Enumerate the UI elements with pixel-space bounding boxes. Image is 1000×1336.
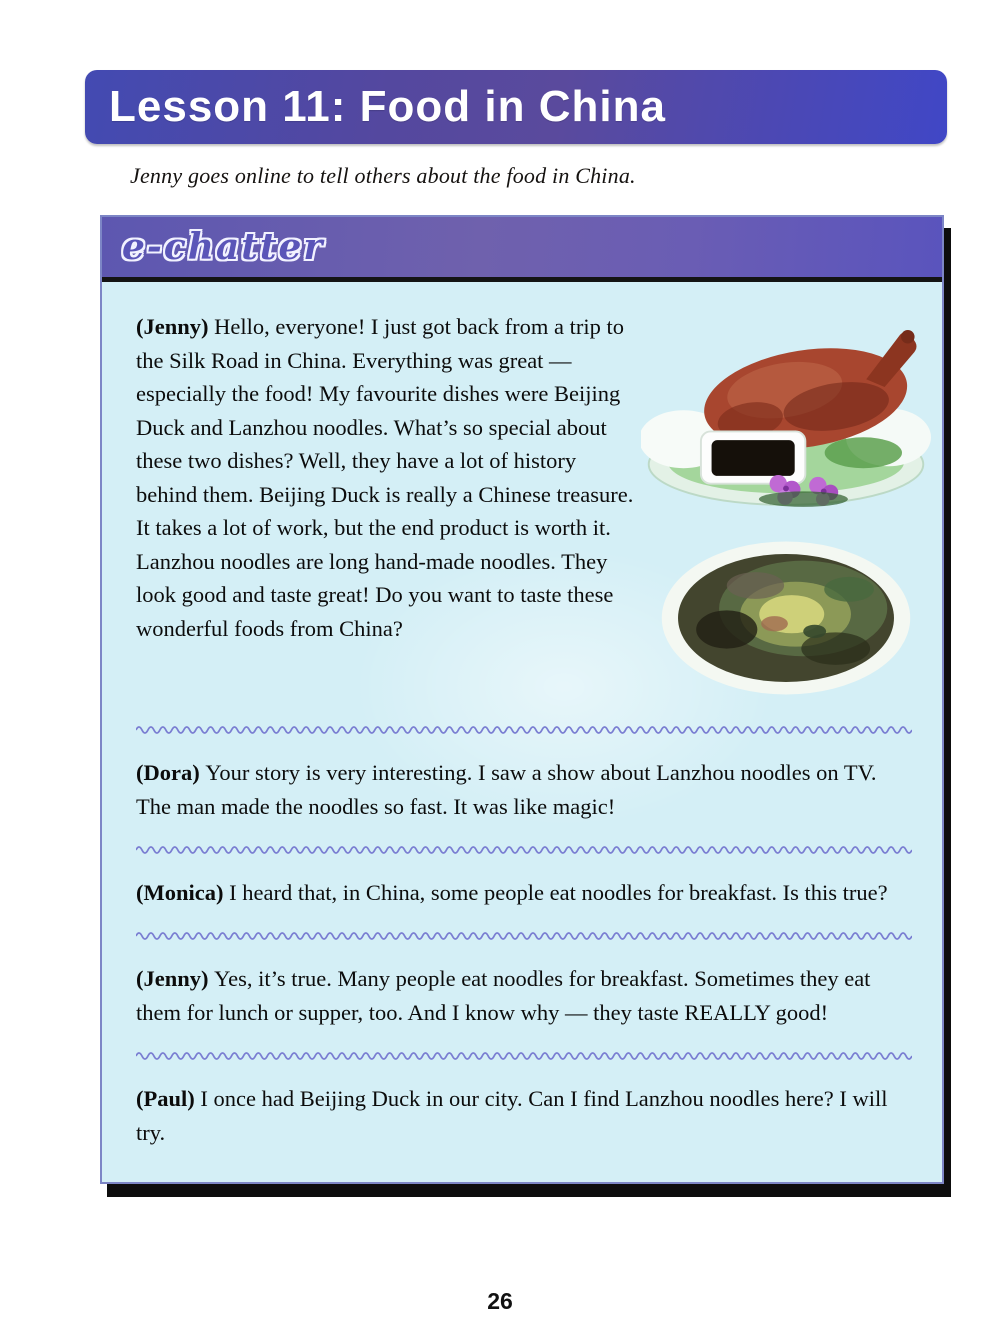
chat-message bbox=[136, 876, 912, 910]
chat-message bbox=[136, 1082, 912, 1150]
message-images bbox=[641, 310, 931, 704]
speaker-name: (Monica) bbox=[136, 880, 230, 905]
wavy-divider bbox=[136, 1050, 912, 1060]
message-text: Your story is very interesting. I saw a show about Lanzhou noodles on TV. The man made the noodles so fast. It was like magic! bbox=[136, 760, 877, 819]
wavy-divider bbox=[136, 844, 912, 854]
chat-message bbox=[136, 962, 912, 1030]
chat-window bbox=[100, 215, 944, 1184]
speaker-name: (Jenny) bbox=[136, 966, 215, 991]
message-text: I heard that, in China, some people eat noodles for breakfast. Is this true? bbox=[229, 880, 888, 905]
lanzhou-noodles-bowl-photo bbox=[646, 532, 926, 704]
chat-body bbox=[102, 282, 942, 1182]
wavy-divider bbox=[136, 930, 912, 940]
chat-header-bar bbox=[102, 217, 942, 282]
beijing-duck-photo bbox=[641, 318, 931, 514]
message-text-block bbox=[136, 310, 641, 704]
chat-message bbox=[136, 756, 912, 824]
chat-message bbox=[136, 310, 912, 704]
lesson-subtitle: Jenny goes online to tell others about the food in China. bbox=[130, 163, 636, 188]
message-text: Hello, everyone! I just got back from a trip to the Silk Road in China. Everything was great — especially the food! My favourite dishes were Beijing Duck and Lanzhou noodles. What’s so special about these two dishes? Well, they have a lot of history behind them. Beijing Duck is really a Chinese treasure. It takes a lot of work, but the end product is worth it. Lanzhou noodles are long hand-made noodles. They look good and taste great! Do you want to taste these wonderful foods from China? bbox=[136, 314, 634, 641]
e-chatter-logo: e-chatter bbox=[122, 226, 325, 268]
speaker-name: (Paul) bbox=[136, 1086, 201, 1111]
lesson-title: Lesson 11: Food in China bbox=[109, 82, 666, 131]
message-text: I once had Beijing Duck in our city. Can I find Lanzhou noodles here? I will try. bbox=[136, 1086, 888, 1145]
page-number: 26 bbox=[487, 1288, 513, 1314]
wavy-divider bbox=[136, 724, 912, 734]
speaker-name: (Dora) bbox=[136, 760, 206, 785]
message-text: Yes, it’s true. Many people eat noodles for breakfast. Sometimes they eat them for lunch or supper, too. And I know why — they taste REALLY good! bbox=[136, 966, 871, 1025]
lesson-title-banner bbox=[85, 70, 947, 144]
speaker-name: (Jenny) bbox=[136, 314, 215, 339]
